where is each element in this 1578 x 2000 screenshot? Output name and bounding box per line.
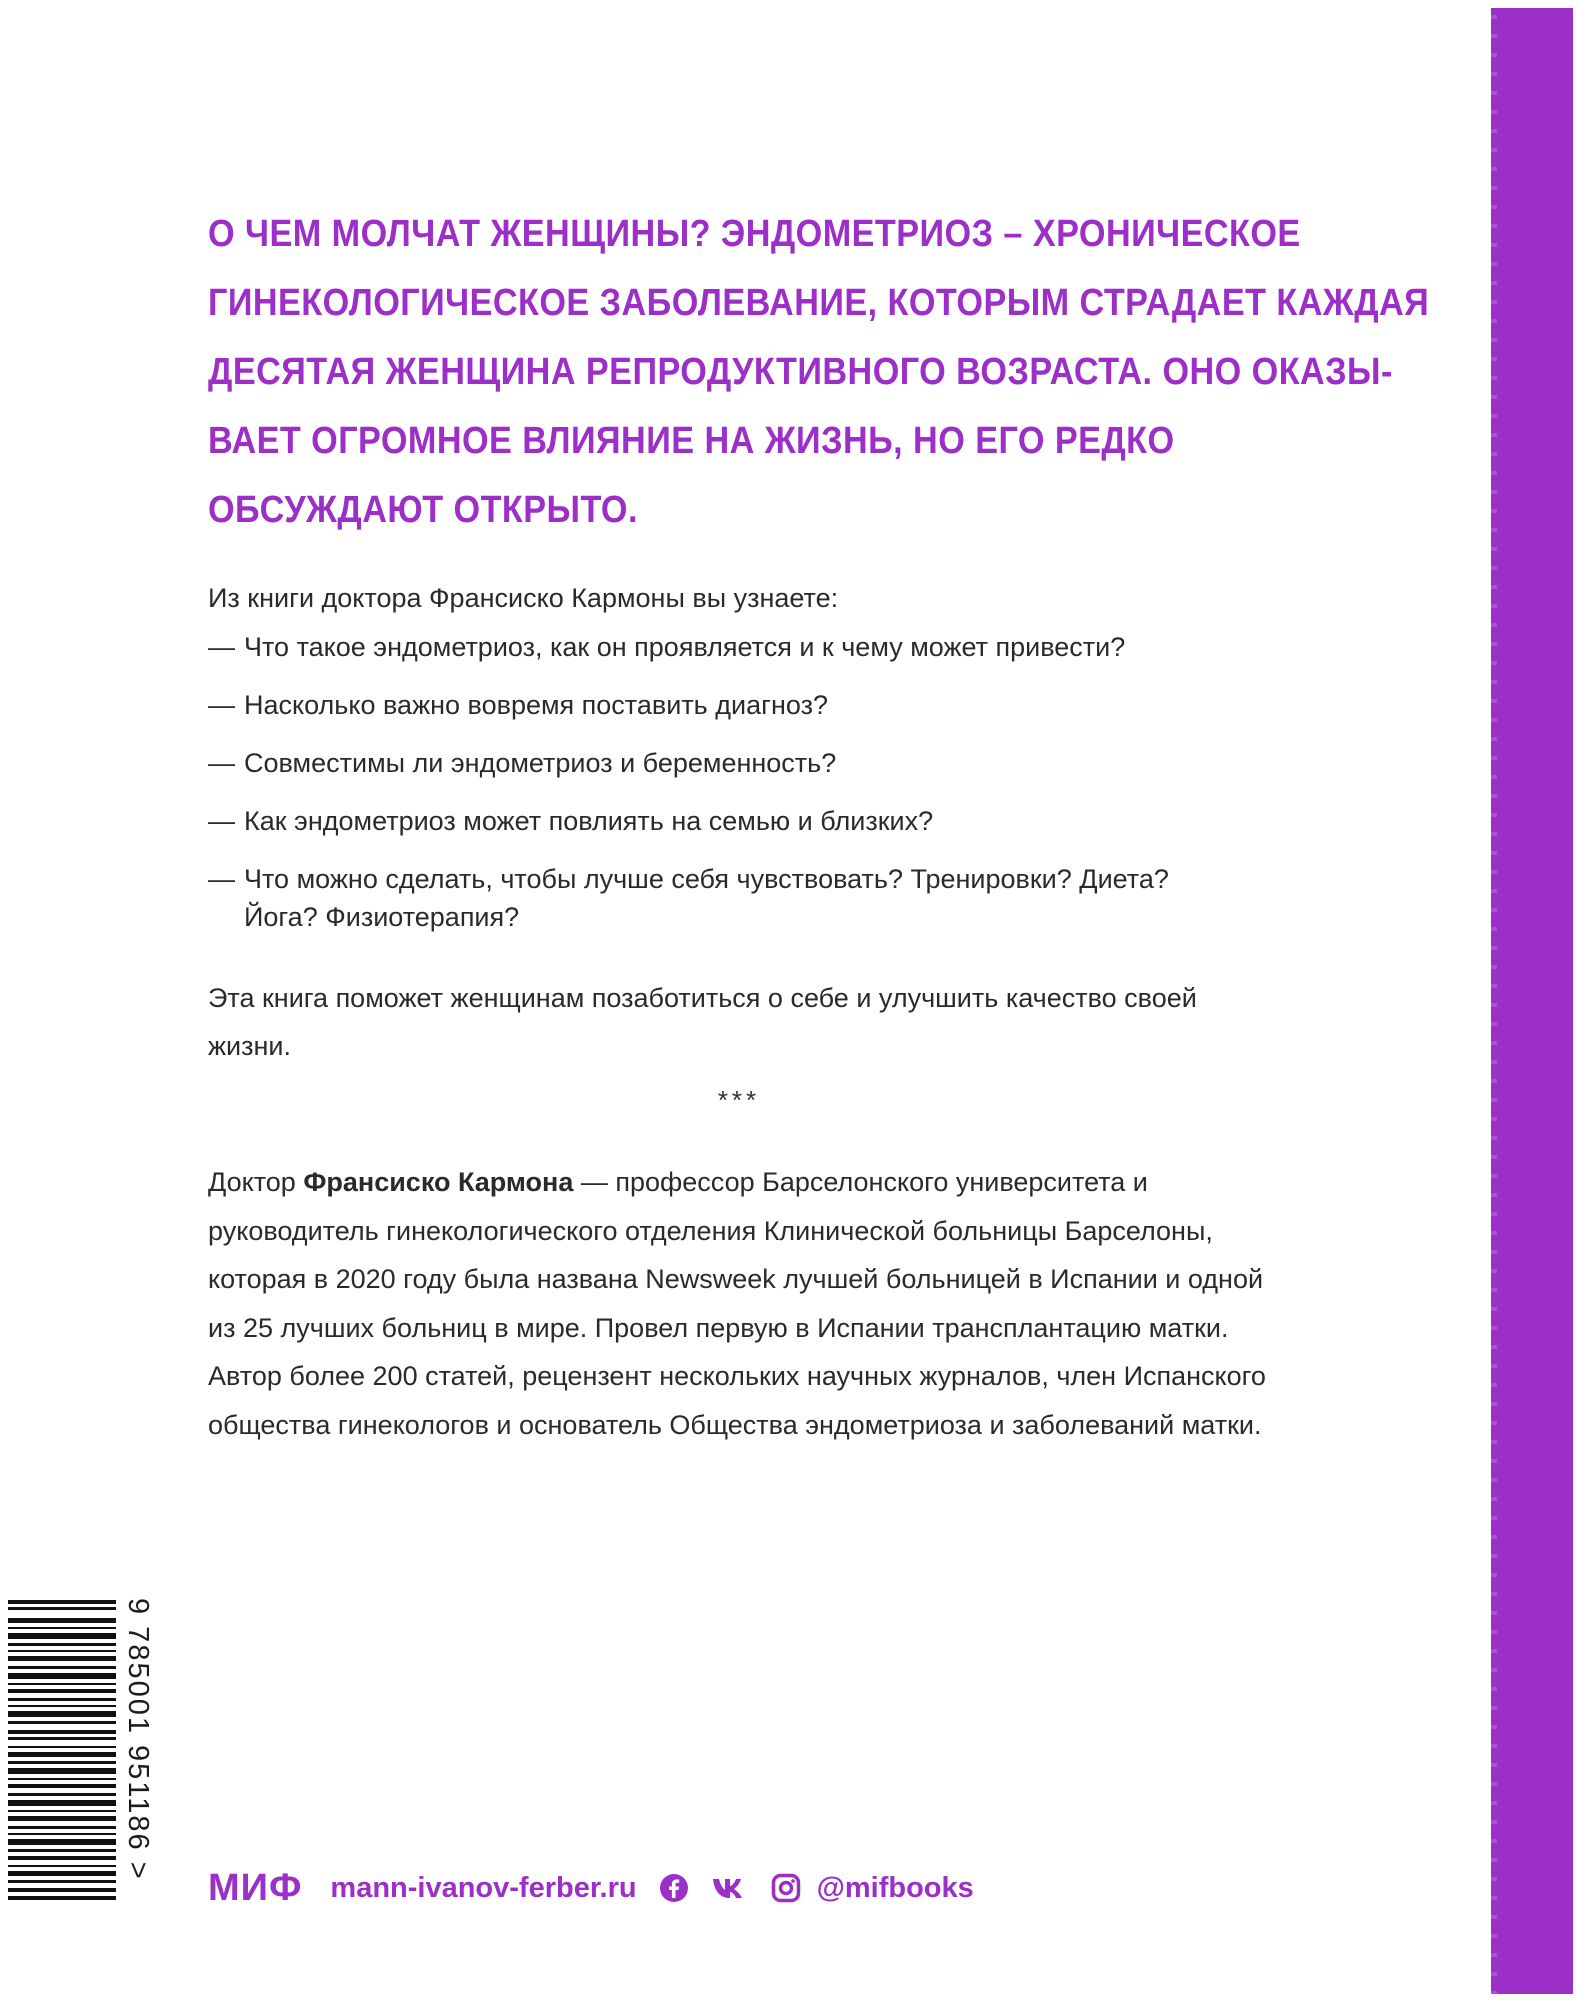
author-name: Франсиско Кармона	[303, 1167, 574, 1197]
list-dash: —	[208, 690, 235, 720]
list-item-text: Совместимы ли эндометриоз и беременность?	[244, 748, 837, 778]
bio-prefix: Доктор	[208, 1167, 304, 1197]
list-item	[208, 860, 1244, 936]
facebook-icon[interactable]	[659, 1873, 689, 1903]
isbn-number	[118, 1598, 154, 1908]
intro-text: Из книги доктора Франсиско Кармоны вы узнаете:	[208, 583, 839, 613]
list-item-text: Что такое эндометриоз, как он проявляется и к чему может привести?	[244, 632, 1126, 662]
list-dash: —	[208, 806, 235, 836]
publisher-footer	[208, 1863, 974, 1913]
list-item	[208, 686, 1288, 724]
headline-line: ДЕСЯТАЯ ЖЕНЩИНА РЕПРОДУКТИВНОГО ВОЗРАСТА. ОНО ОКАЗЫ-	[208, 351, 1393, 393]
bio-text: — профессор Барселонского университета и руководитель гинекологического отделения Клинической больницы Барселоны, которая в 2020 году была названа Newsweek лучшей больницей в Испании и одной из 25 лучших больниц в мире. Провел первую в Испании трансплантацию матки. Автор более 200 статей, рецензент нескольких научных журналов, член Испанского общества гинекологов и основатель Общества эндометриоза и заболеваний матки.	[208, 1167, 1266, 1440]
publisher-logo: МИФ	[208, 1866, 303, 1909]
list-dash: —	[208, 748, 235, 778]
vk-icon[interactable]	[711, 1875, 749, 1901]
list-item-text: Насколько важно вовремя поставить диагноз?	[244, 690, 828, 720]
purple-spine-stripe	[1495, 8, 1573, 1994]
list-item-text: Как эндометриоз может повлиять на семью и близких?	[244, 806, 934, 836]
bullet-list	[208, 628, 1288, 956]
list-item	[208, 802, 1288, 840]
list-item	[208, 744, 1288, 782]
list-dash: —	[208, 632, 235, 662]
headline-line: ОБСУЖДАЮТ ОТКРЫТО.	[208, 489, 638, 531]
barcode-image	[8, 1600, 116, 1900]
social-handle[interactable]: @mifbooks	[816, 1871, 974, 1904]
isbn-digits: 9 785001 951186 >	[122, 1598, 154, 1881]
list-dash: —	[208, 864, 235, 894]
author-bio	[208, 1158, 1288, 1450]
website-link[interactable]: mann-ivanov-ferber.ru	[330, 1871, 637, 1904]
list-item	[208, 628, 1288, 666]
list-item-text: Что можно сделать, чтобы лучше себя чувствовать? Тренировки? Диета? Йога? Физиотерапия?	[244, 864, 1169, 932]
instagram-icon[interactable]	[771, 1873, 801, 1903]
separator-asterisks: ***	[717, 1085, 761, 1115]
closing-text: Эта книга поможет женщинам позаботиться о себе и улучшить качество своей жизни.	[208, 983, 1197, 1061]
headline-line: ВАЕТ ОГРОМНОЕ ВЛИЯНИЕ НА ЖИЗНЬ, НО ЕГО РЕДКО	[208, 420, 1175, 462]
headline-line: ГИНЕКОЛОГИЧЕСКОЕ ЗАБОЛЕВАНИЕ, КОТОРЫМ СТРАДАЕТ КАЖДАЯ	[208, 282, 1430, 324]
headline-line: О ЧЕМ МОЛЧАТ ЖЕНЩИНЫ? ЭНДОМЕТРИОЗ – ХРОНИЧЕСКОЕ	[208, 213, 1301, 255]
headline	[208, 200, 1430, 545]
